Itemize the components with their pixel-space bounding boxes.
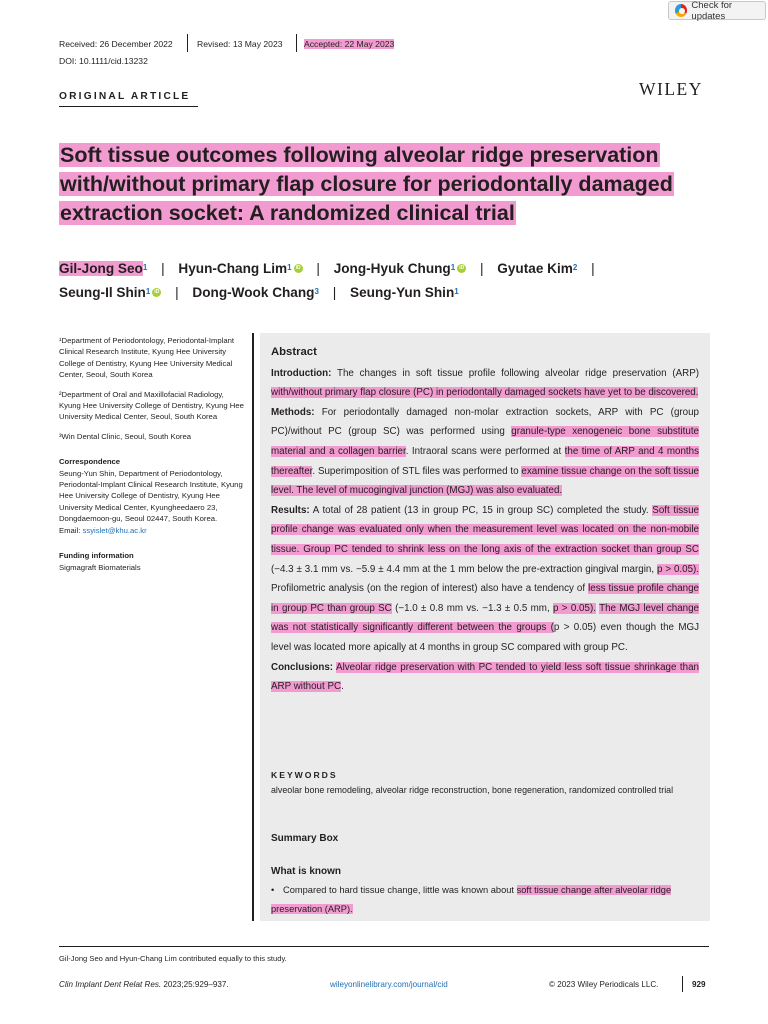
check-for-updates-label: Check for updates [691, 0, 733, 22]
check-for-updates-button[interactable] [668, 1, 766, 20]
affiliation-2: ²Department of Oral and Maxillofacial Radiology, Kyung Hee University College of Dentistry, Kyung Hee University Medical Center, Seoul, South Korea [59, 389, 244, 422]
author-separator: | [479, 261, 484, 276]
author-separator: | [316, 261, 320, 276]
orcid-icon[interactable] [152, 288, 161, 297]
correspondence-heading: Correspondence [59, 457, 121, 467]
author-name[interactable]: Gil-Jong Seo [59, 261, 143, 276]
column-divider [252, 333, 254, 921]
author-name[interactable]: Jong-Hyuk Chung [333, 261, 451, 276]
affiliation-marker: 1 [287, 263, 292, 272]
meta-separator [187, 34, 188, 52]
section-label: ORIGINAL ARTICLE [59, 91, 191, 102]
page-number-separator [682, 976, 683, 992]
publisher-logo: WILEY [639, 79, 703, 99]
abstract-heading: Abstract [271, 346, 317, 358]
copyright: © 2023 Wiley Periodicals LLC. [549, 980, 659, 989]
author-separator: | [175, 285, 179, 300]
keywords-heading: KEYWORDS [271, 770, 338, 780]
affiliations [59, 335, 244, 581]
affiliation-marker: 1 [145, 287, 151, 296]
abstract [271, 343, 699, 697]
contribution-note: Gil-Jong Seo and Hyun-Chang Lim contributed equally to this study. [59, 954, 287, 963]
orcid-icon[interactable] [457, 264, 466, 273]
author-separator: | [591, 261, 595, 276]
affiliation-marker: 2 [572, 263, 578, 272]
received-date: Received: 26 December 2022 [59, 39, 173, 49]
affiliation-marker: 1 [450, 263, 456, 272]
accepted-date: Accepted: 22 May 2023 [304, 39, 395, 49]
email-link[interactable]: ssyislet@khu.ac.kr [82, 525, 147, 535]
summary-box-heading: Summary Box [271, 833, 339, 844]
abstract-methods: Methods: For periodontally damaged non-molar extraction sockets, ARP with PC (group PC)/without PC (group SC) was performed using granule-type xenogeneic bone substitute material and a collagen barrier. Intraoral scans were performed at the time of ARP and 4 months thereafter. Superimposition of STL files was performed to examine tissue change on the soft tissue level. The level of mucogingival junction (MGJ) was also evaluated. [271, 406, 700, 497]
page-number: 929 [692, 980, 706, 989]
abstract-results: Results: A total of 28 patient (13 in group PC, 15 in group SC) completed the study. Soft tissue profile change was evaluated only when the measurement level was located on the non-mobile tissue. Group PC tended to shrink less on the long axis of the extraction socket than group SC (−4.3 ± 3.1 mm vs. −5.9 ± 4.4 mm at the 1 mm below the pre-extraction gingival margin, p > 0.05). Profilometric analysis (on the region of interest) also have a tendency of less tissue profile change in group PC than group SC (−1.0 ± 0.8 mm vs. −1.3 ± 0.5 mm, p > 0.05). The MGJ level change was not statistically significantly different between the groups (p > 0.05) even though the MGJ level was located more apically at 4 months in group SC compared with group PC. [271, 504, 700, 653]
abstract-conclusions: Conclusions: Alveolar ridge preservation with PC tended to yield less soft tissue shrinkage than ARP without PC. [271, 661, 700, 693]
doi: DOI: 10.1111/cid.13232 [59, 56, 148, 66]
title-line-2: with/without primary flap closure for periodontally damaged [60, 172, 673, 196]
journal-citation: Clin Implant Dent Relat Res. 2023;25:929–937. [59, 980, 229, 989]
affiliation-1: ¹Department of Periodontology, Periodontal-Implant Clinical Research Institute, Kyung Hee University College of Dentistry, Kyung Hee University Medical Center, Seoul, South Korea [59, 336, 235, 380]
affiliation-3: ³Win Dental Clinic, Seoul, South Korea [59, 431, 192, 441]
article-title [59, 141, 719, 228]
keywords-list: alveolar bone remodeling, alveolar ridge reconstruction, bone regeneration, randomized controlled trial [271, 785, 674, 795]
funding-text: Sigmagraft Biomaterials [59, 562, 141, 572]
footer-rule [59, 946, 709, 947]
author-name[interactable]: Dong-Wook Chang [192, 285, 315, 300]
meta-separator [296, 34, 297, 52]
crossmark-icon [675, 4, 687, 17]
orcid-icon[interactable] [294, 264, 303, 273]
bullet-marker: • [271, 885, 275, 895]
summary-bullet: • Compared to hard tissue change, little was known about soft tissue change after alveolar ridge preservation (ARP). [271, 881, 699, 919]
author-list [59, 257, 729, 305]
journal-url-link[interactable]: wileyonlinelibrary.com/journal/cid [330, 980, 448, 989]
author-name[interactable]: Hyun-Chang Lim [178, 261, 288, 276]
author-name[interactable]: Gyutae Kim [497, 261, 573, 276]
title-line-1: Soft tissue outcomes following alveolar ridge preservation [60, 143, 659, 167]
funding-heading: Funding information [59, 551, 134, 561]
affiliation-marker: 1 [454, 287, 459, 296]
email-label: Email: [59, 525, 83, 535]
abstract-introduction: Introduction: The changes in soft tissue profile following alveolar ridge preservation (ARP) with/without primary flap closure (PC) in periodontally damaged sockets have yet to be discovered. [271, 367, 699, 399]
revised-date: Revised: 13 May 2023 [197, 39, 283, 49]
section-underline [59, 106, 198, 107]
affiliation-marker: 3 [314, 287, 319, 296]
title-line-3: extraction socket: A randomized clinical trial [60, 201, 515, 225]
author-name[interactable]: Seung-Yun Shin [350, 285, 455, 300]
author-name[interactable]: Seung-Il Shin [59, 285, 146, 300]
affiliation-marker: 1 [142, 263, 148, 272]
author-separator: | [332, 285, 337, 300]
correspondence-text: Seung-Yun Shin, Department of Periodontology, Periodontal-Implant Clinical Research Institute, Kyung Hee University College of Dentistry, Kyung Hee University Medical Center, Kyungheedaero 23, Dongdaemoon-gu, Seoul 02447, South Korea. [59, 468, 243, 524]
what-is-known-heading: What is known [271, 866, 341, 877]
author-separator: | [161, 261, 165, 276]
